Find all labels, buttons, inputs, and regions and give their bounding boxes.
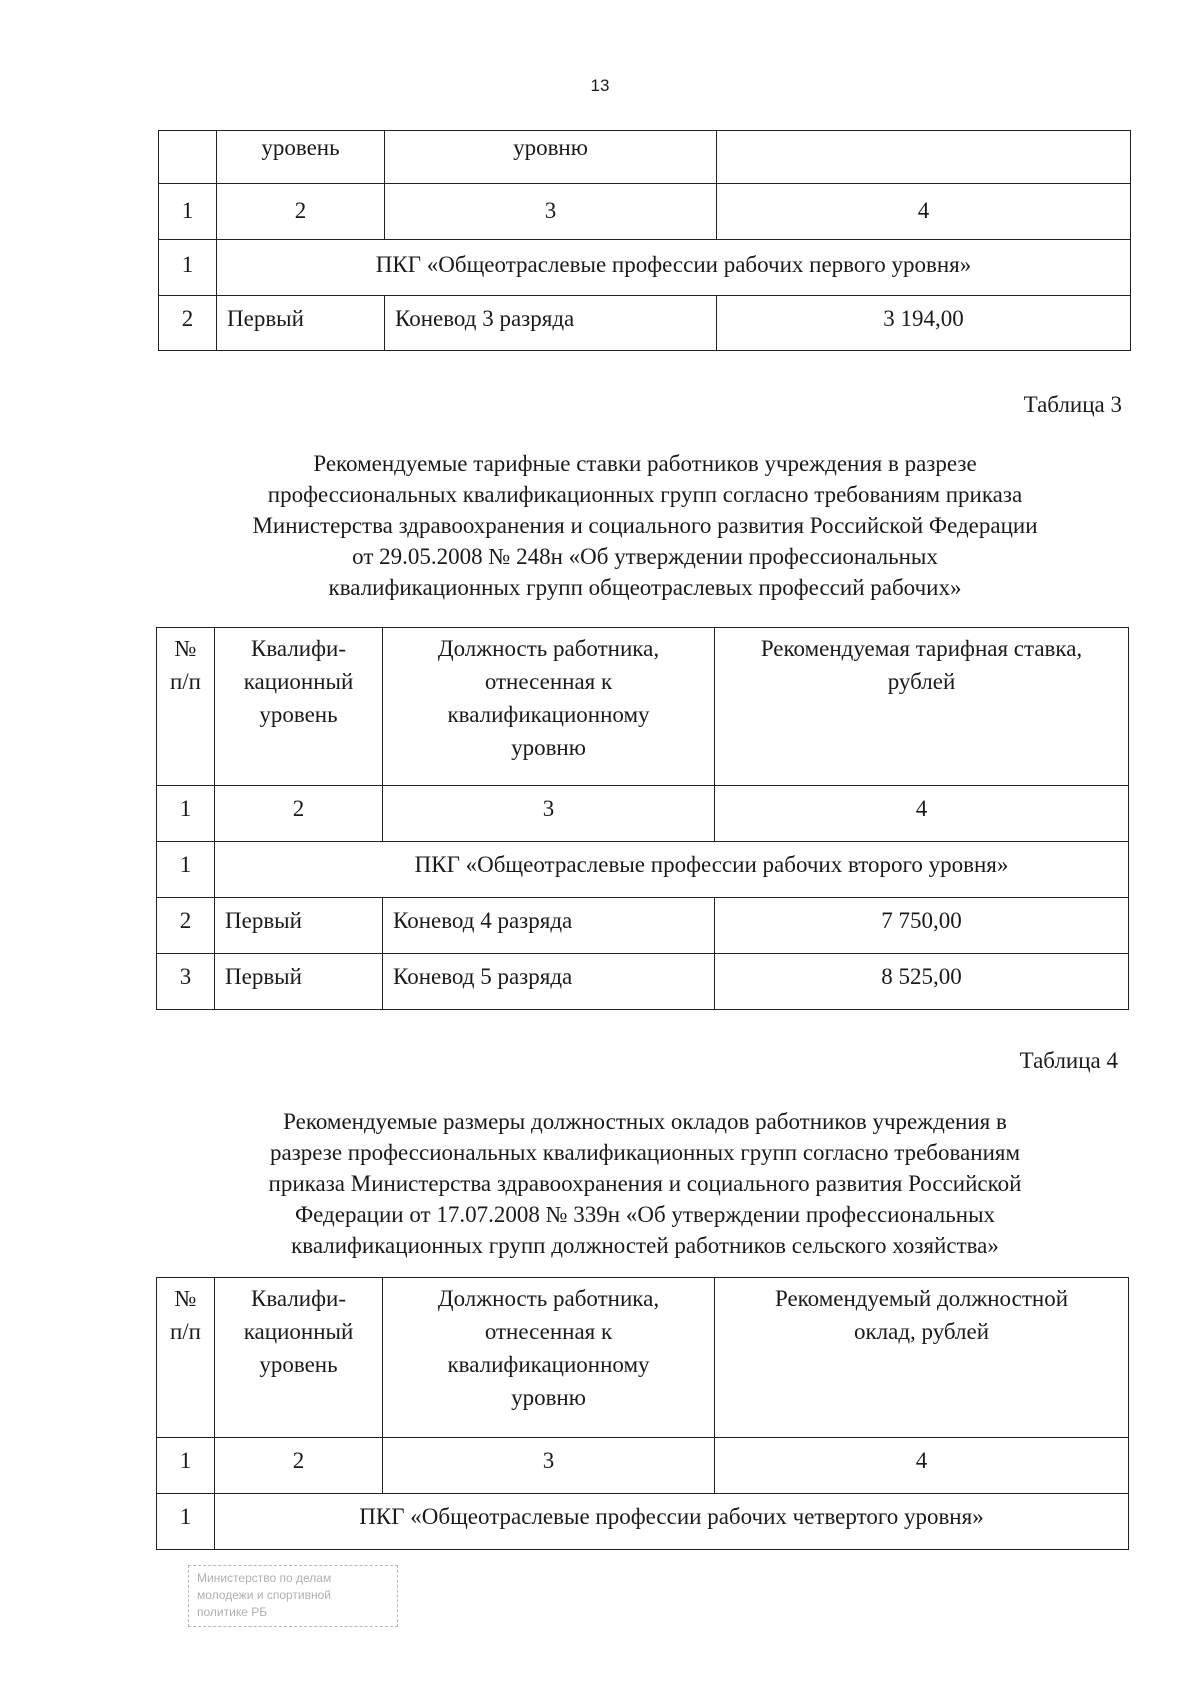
table-group-row xyxy=(159,240,1131,296)
row-number: 1 xyxy=(159,240,217,296)
group-label: ПКГ «Общеотраслевые профессии рабочих первого уровня» xyxy=(217,240,1131,296)
header-num xyxy=(157,1278,215,1438)
header-cell: уровню xyxy=(385,131,717,184)
faded-stamp xyxy=(188,1565,398,1627)
index-cell: 2 xyxy=(215,786,383,842)
stamp-line: Министерство по делам xyxy=(197,1571,332,1585)
stamp-line: молодежи и спортивной xyxy=(197,1588,332,1602)
page-number: 13 xyxy=(590,76,610,95)
index-cell: 3 xyxy=(383,1438,715,1494)
header-line: квалификационному xyxy=(447,1352,650,1377)
title-line: разрезе профессиональных квалификационных групп согласно требованиям xyxy=(269,1140,1021,1165)
header-line: п/п xyxy=(169,669,201,694)
header-cell: уровень xyxy=(217,131,385,184)
header-value xyxy=(715,628,1129,786)
header-line: Должность работника, xyxy=(437,1286,660,1311)
header-line: № xyxy=(174,636,197,661)
title-line: квалификационных групп должностей работников сельского хозяйства» xyxy=(291,1233,999,1258)
header-line: отнесенная к xyxy=(484,1319,613,1344)
header-cell xyxy=(717,131,1131,184)
title-line: приказа Министерства здравоохранения и социального развития Российской xyxy=(268,1171,1022,1196)
header-line: уровню xyxy=(511,1385,586,1410)
row-value: 3 194,00 xyxy=(717,296,1131,351)
table4-title xyxy=(180,1106,1110,1261)
table-index-row xyxy=(159,184,1131,240)
table-row xyxy=(157,954,1129,1010)
title-line: Министерства здравоохранения и социального развития Российской Федерации xyxy=(252,513,1038,538)
index-cell: 2 xyxy=(215,1438,383,1494)
row-level: Первый xyxy=(215,954,383,1010)
header-num xyxy=(157,628,215,786)
table-header-row xyxy=(157,1278,1129,1438)
index-cell: 1 xyxy=(157,786,215,842)
table-row xyxy=(157,898,1129,954)
index-cell: 1 xyxy=(159,184,217,240)
header-line: Рекомендуемая тарифная ставка, xyxy=(760,636,1083,661)
header-position xyxy=(383,1278,715,1438)
table3-caption: Таблица 3 xyxy=(1023,392,1122,417)
index-cell: 4 xyxy=(715,786,1129,842)
table4-caption: Таблица 4 xyxy=(1019,1048,1118,1073)
row-position: Коневод 3 разряда xyxy=(385,296,717,351)
title-line: Федерации от 17.07.2008 № 339н «Об утверждении профессиональных xyxy=(294,1202,996,1227)
header-level xyxy=(215,1278,383,1438)
row-number: 2 xyxy=(157,898,215,954)
table-row xyxy=(159,296,1131,351)
header-line: кационный xyxy=(243,1319,354,1344)
table-group-row xyxy=(157,1494,1129,1550)
header-line: уровню xyxy=(511,735,586,760)
header-line: отнесенная к xyxy=(484,669,613,694)
title-line: профессиональных квалификационных групп согласно требованиям приказа xyxy=(267,482,1023,507)
row-position: Коневод 4 разряда xyxy=(383,898,715,954)
header-value xyxy=(715,1278,1129,1438)
table3 xyxy=(156,627,1129,1010)
header-line: рублей xyxy=(887,669,956,694)
header-cell xyxy=(159,131,217,184)
header-line: квалификационному xyxy=(447,702,650,727)
table-index-row xyxy=(157,786,1129,842)
header-line: кационный xyxy=(243,669,354,694)
index-cell: 3 xyxy=(383,786,715,842)
header-line: Квалифи- xyxy=(251,1286,346,1311)
index-cell: 4 xyxy=(717,184,1131,240)
title-line: квалификационных групп общеотраслевых профессий рабочих» xyxy=(328,575,962,600)
table-header-row xyxy=(157,628,1129,786)
header-line: уровень xyxy=(259,702,338,727)
index-cell: 4 xyxy=(715,1438,1129,1494)
table-header-row xyxy=(159,131,1131,184)
row-level: Первый xyxy=(215,898,383,954)
row-number: 1 xyxy=(157,842,215,898)
row-number: 3 xyxy=(157,954,215,1010)
group-label: ПКГ «Общеотраслевые профессии рабочих второго уровня» xyxy=(215,842,1129,898)
stamp-line: политике РБ xyxy=(197,1605,268,1619)
table4 xyxy=(156,1277,1129,1550)
row-level: Первый xyxy=(217,296,385,351)
header-level xyxy=(215,628,383,786)
table-group-row xyxy=(157,842,1129,898)
group-label: ПКГ «Общеотраслевые профессии рабочих четвертого уровня» xyxy=(215,1494,1129,1550)
table-continued xyxy=(158,130,1131,351)
row-number: 1 xyxy=(157,1494,215,1550)
header-line: Квалифи- xyxy=(251,636,346,661)
title-line: Рекомендуемые тарифные ставки работников учреждения в разрезе xyxy=(313,451,977,476)
header-line: п/п xyxy=(169,1319,201,1344)
row-number: 2 xyxy=(159,296,217,351)
row-value: 7 750,00 xyxy=(715,898,1129,954)
header-line: уровень xyxy=(259,1352,338,1377)
index-cell: 2 xyxy=(217,184,385,240)
row-position: Коневод 5 разряда xyxy=(383,954,715,1010)
header-position xyxy=(383,628,715,786)
header-line: Должность работника, xyxy=(437,636,660,661)
table-index-row xyxy=(157,1438,1129,1494)
header-line: Рекомендуемый должностной xyxy=(774,1286,1069,1311)
title-line: от 29.05.2008 № 248н «Об утверждении профессиональных xyxy=(352,544,938,569)
index-cell: 1 xyxy=(157,1438,215,1494)
title-line: Рекомендуемые размеры должностных окладов работников учреждения в xyxy=(283,1109,1007,1134)
header-line: оклад, рублей xyxy=(853,1319,990,1344)
index-cell: 3 xyxy=(385,184,717,240)
header-line: № xyxy=(174,1286,197,1311)
table3-title xyxy=(180,448,1110,603)
row-value: 8 525,00 xyxy=(715,954,1129,1010)
